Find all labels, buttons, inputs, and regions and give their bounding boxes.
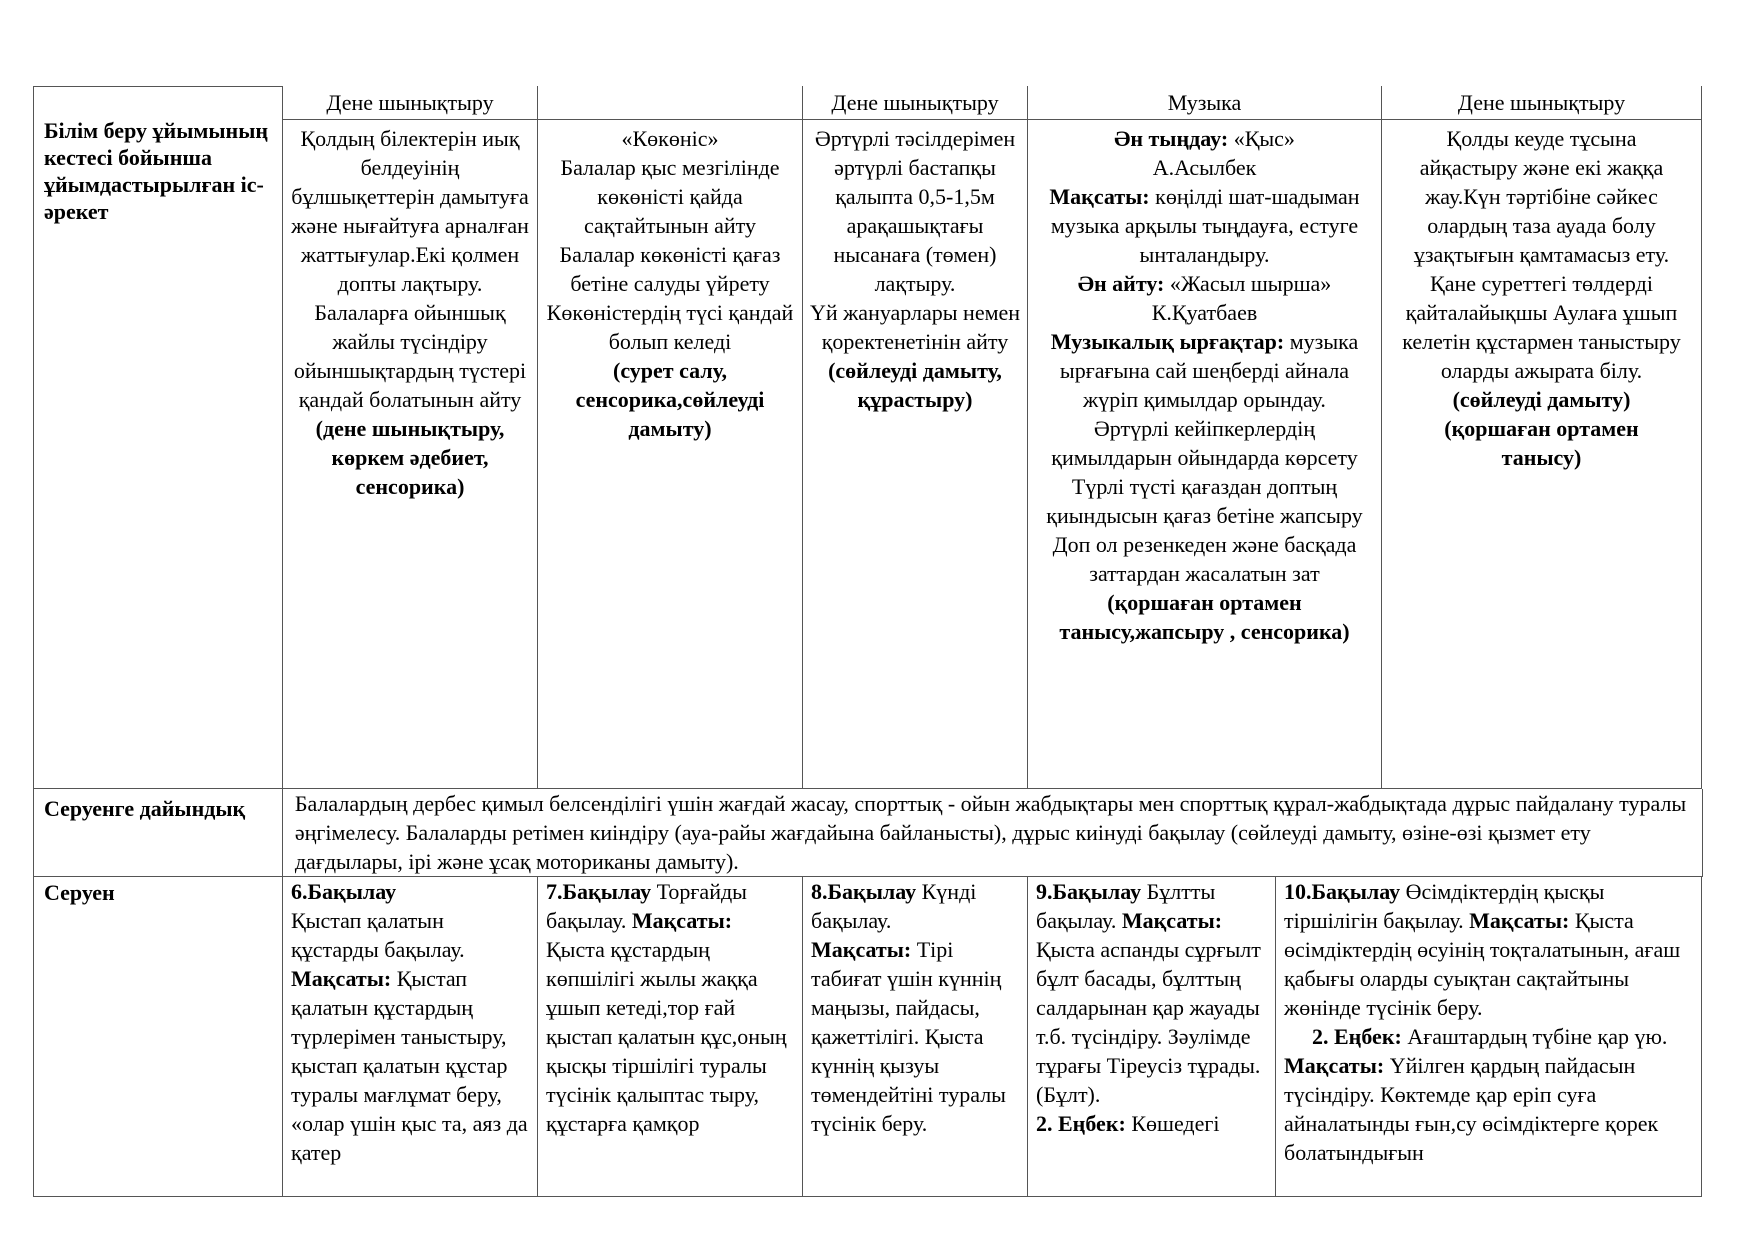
walk-col-1: 6.Бақылау Қыстап қалатын құстарды бақылау. Мақсаты: Қыстап қалатын құстардың түрлерімен таныстыру, қыстап қалатын құстар туралы мағлұмат беру, «олар үшін қыс та, аяз да қатер	[283, 877, 538, 1197]
walk-col-3: 8.Бақылау Күнді бақылау. Мақсаты: Тірі табиғат үшін күннің маңызы, пайдасы, қажеттілігі. Қыста күннің қызуы төмендейтіні туралы түсінік беру.	[803, 877, 1028, 1197]
org-activity-row	[33, 86, 1703, 789]
walk-label: Серуен	[34, 877, 283, 1197]
org-col-5-header: Дене шынықтыру	[1382, 86, 1701, 120]
org-col-3-header: Дене шынықтыру	[803, 86, 1027, 120]
org-col-1	[283, 86, 538, 789]
org-col-3	[803, 86, 1028, 789]
org-col-2-content: «Көкөніс» Балалар қыс мезгілінде көкөністі қайда сақтайтынын айту Балалар көкөністі қағаз бетіне салуды үйрету Көкөністердің түсі қандай болып келеді (сурет салу, сенсорика,сөйлеуді дамыту)	[546, 126, 794, 441]
org-col-3-content: Әртүрлі тәсілдерімен әртүрлі бастапқы қалыпта 0,5-1,5м арақашықтағы нысанаға (төмен) лақтыру. Үй жануарлары немен қоректенетінін айту (сөйлеуді дамыту, құрастыру)	[809, 126, 1021, 412]
walk-prep-label: Серуенге дайындық	[34, 789, 283, 877]
org-col-4-header: Музыка	[1028, 86, 1381, 120]
org-col-4	[1028, 86, 1382, 789]
org-col-2-header	[538, 86, 802, 120]
org-col-1-header: Дене шынықтыру	[283, 86, 537, 120]
org-activity-label: Білім беру ұйымының кестесі бойынша ұйымдастырылған іс-әрекет	[34, 86, 283, 789]
walk-col-5: 10.Бақылау Өсімдіктердің қысқы тіршілігін бақылау. Мақсаты: Қыста өсімдіктердің өсуінің тоқталатынын, ағаш қабығы оларды суықтан сақтайтыны жөнінде түсінік беру. 2. Еңбек: Ағаштардың түбіне қар үю. Мақсаты: Үйілген қардың пайдасын түсіндіру. Көктемде қар еріп суға айналатынды ғын,су өсімдіктерге қорек болатындығын	[1276, 877, 1702, 1197]
walk-row	[33, 877, 1703, 1197]
walk-col-2: 7.Бақылау Торғайды бақылау. Мақсаты: Қыста құстардың көпшілігі жылы жаққа ұшып кетеді,тор ғай қыстап қалатын құс,оның қысқы тіршілігі туралы түсінік қалыптас тыру, құстарға қамқор	[538, 877, 803, 1197]
walk-prep-text: Балалардың дербес қимыл белсенділігі үшін жағдай жасау, спорттық - ойын жабдықтары мен спорттық құрал-жабдықтада дұрыс пайдалану туралы әңгімелесу. Балаларды ретімен киіндіру (ауа-райы жағдайына байланысты), дұрыс киінуді бақылау (сөйлеуді дамыту, өзіне-өзі қызмет ету дағдылары, ірі және ұсақ моториканы дамыту).	[283, 789, 1703, 877]
org-col-2	[538, 86, 803, 789]
org-col-5-content: Қолды кеуде тұсына айқастыру және екі жаққа жау.Күн тәртібіне сәйкес олардың таза ауада болу ұзақтығын қамтамасыз ету. Қане суреттегі төлдерді қайталайықшы Аулаға ұшып келетін құстармен таныстыру оларды ажырата білу. (сөйлеуді дамыту) (қоршаған ортамен танысу)	[1402, 126, 1681, 470]
walk-prep-row	[33, 789, 1703, 877]
walk-col-4: 9.Бақылау Бұлтты бақылау. Мақсаты: Қыста аспанды сұрғылт бұлт басады, бұлттың салдарынан қар жауады т.б. түсіндіру. Зәулімде тұрағы Тіреусіз тұрады. (Бұлт). 2. Еңбек: Көшедегі	[1028, 877, 1276, 1197]
org-col-5	[1382, 86, 1702, 789]
org-col-4-content: Ән тыңдау: «Қыс» А.Асылбек Мақсаты: көңілді шат-шадыман музыка арқылы тыңдауға, естуге ынталандыру. Ән айту: «Жасыл шырша» К.Қуатбаев Музыкалық ырғақтар: музыка ырғағына сай шеңберді айнала жүріп қимылдар орындау. Әртүрлі кейіпкерлердің қимылдарын ойындарда көрсету Түрлі түсті қағаздан доптың қиындысын қағаз бетіне жапсыру Доп ол резенкеден және басқада заттардан жасалатын зат (қоршаған ортамен танысу,жапсыру , сенсорика)	[1046, 126, 1363, 644]
schedule-table	[33, 86, 1703, 1197]
org-col-1-content: Қолдың білектерін иық белдеуінің бұлшықеттерін дамытуға және нығайтуға арналған жаттығулар.Екі қолмен допты лақтыру. Балаларға ойыншық жайлы түсіндіру ойыншықтардың түстері қандай болатынын айту (дене шынықтыру, көркем әдебиет, сенсорика)	[291, 126, 529, 499]
